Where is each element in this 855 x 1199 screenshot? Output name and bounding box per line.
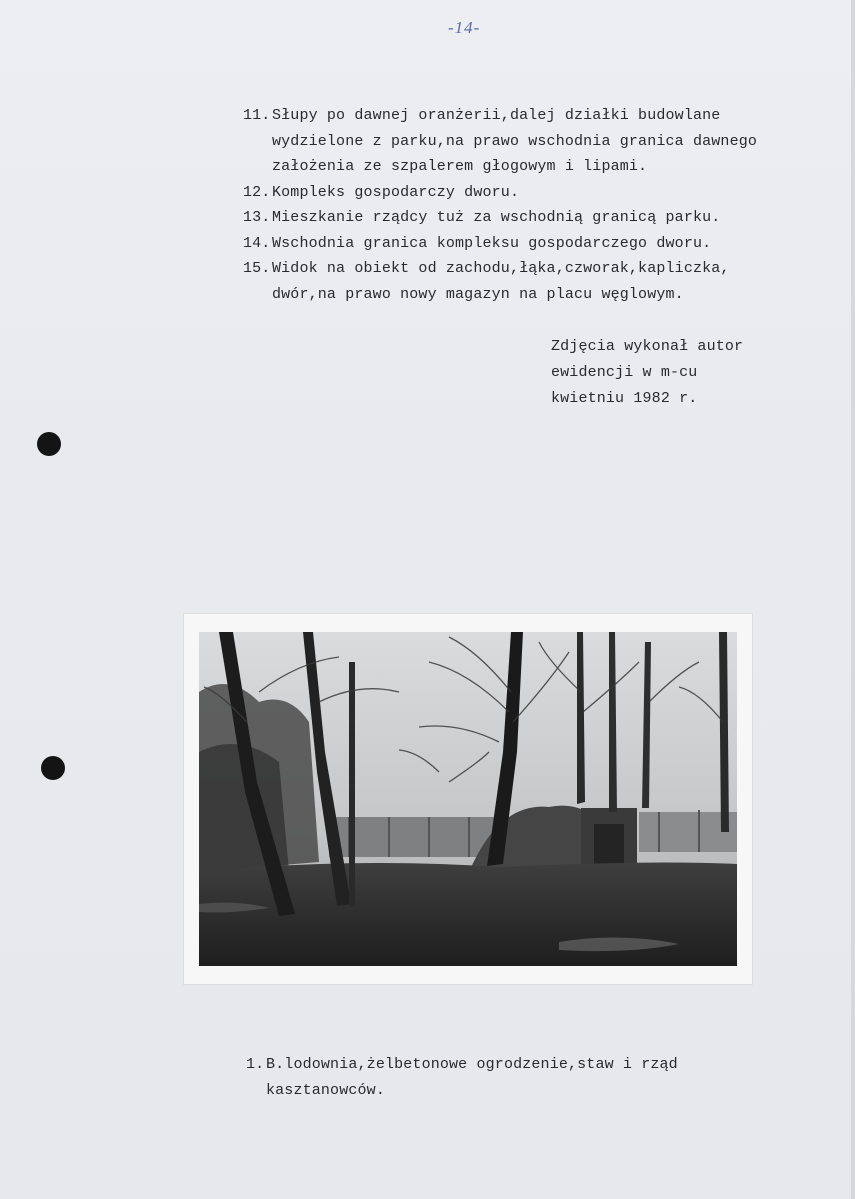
item-number: 14. xyxy=(243,234,271,252)
item-line: wydzielone z parku,na prawo wschodnia granica dawnego xyxy=(272,132,758,150)
list-item xyxy=(243,180,843,206)
photo-mount xyxy=(184,614,752,984)
item-line: Kompleks gospodarczy dworu. xyxy=(272,183,520,201)
item-line: Widok na obiekt od zachodu,łąka,czworak,kapliczka, xyxy=(272,260,730,277)
caption-line: B.lodownia,żelbetonowe ogrodzenie,staw i rząd xyxy=(266,1056,678,1073)
photo-description-list xyxy=(243,103,843,307)
credit-line: ewidencji w m-cu xyxy=(551,364,698,381)
photo-caption xyxy=(246,1052,806,1104)
park-photograph xyxy=(199,632,737,966)
punch-hole-bottom xyxy=(41,756,65,780)
list-item xyxy=(243,256,843,307)
list-item xyxy=(243,103,843,180)
caption-number: 1. xyxy=(246,1056,265,1073)
item-line: Słupy po dawnej oranżerii,dalej działki budowlane xyxy=(272,107,721,124)
list-item xyxy=(243,231,843,257)
item-line: dwór,na prawo nowy magazyn na placu węglowym. xyxy=(272,285,684,303)
item-line: założenia ze szpalerem głogowym i lipami. xyxy=(272,158,648,175)
item-number: 11. xyxy=(243,107,271,124)
item-number: 12. xyxy=(243,183,271,201)
page-number: -14- xyxy=(448,18,481,37)
item-line: Mieszkanie rządcy tuż za wschodnią granicą parku. xyxy=(272,209,721,226)
item-number: 15. xyxy=(243,260,271,277)
caption-line: kasztanowców. xyxy=(266,1082,385,1099)
list-item xyxy=(243,205,843,231)
credit-line: Zdjęcia wykonał autor xyxy=(551,338,744,355)
item-line: Wschodnia granica kompleksu gospodarczego dworu. xyxy=(272,234,712,252)
item-number: 13. xyxy=(243,209,271,226)
page-edge xyxy=(851,0,855,1199)
punch-hole-top xyxy=(37,432,61,456)
credit-line: kwietniu 1982 r. xyxy=(551,390,698,407)
photo-credit xyxy=(551,334,831,412)
